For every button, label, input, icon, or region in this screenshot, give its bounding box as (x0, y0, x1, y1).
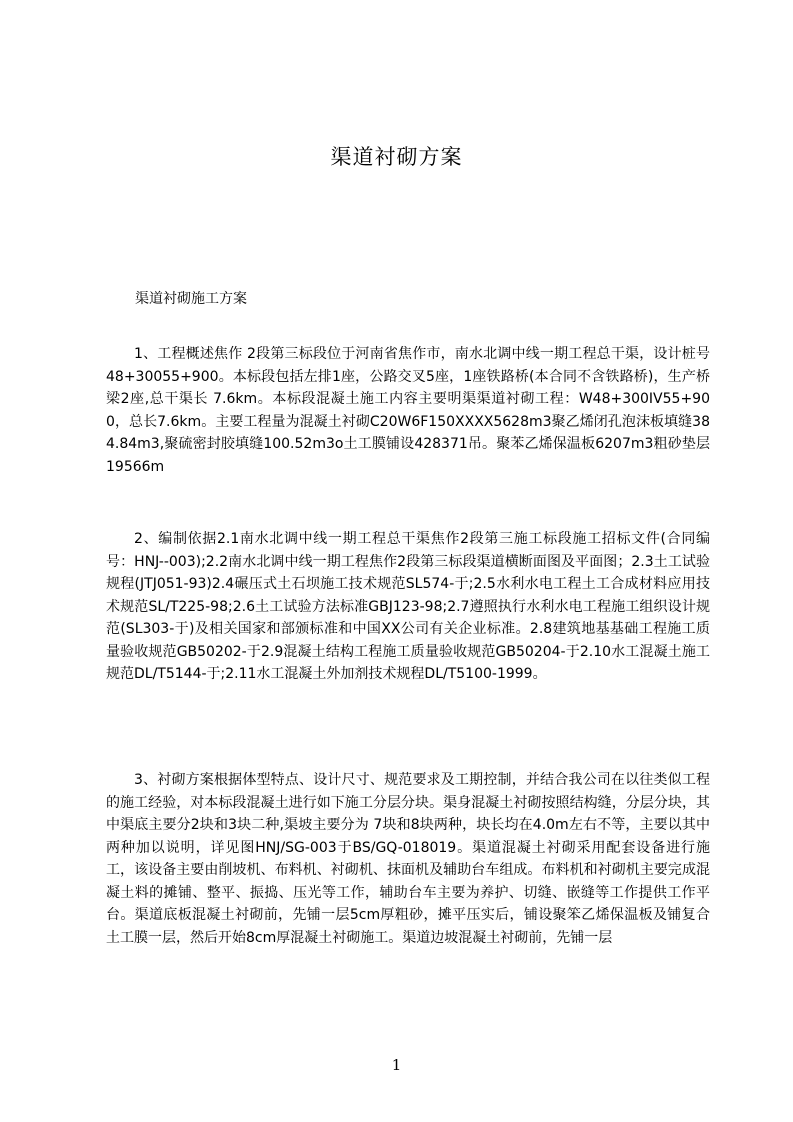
paragraph-project-overview: 1、工程概述焦作 2段第三标段位于河南省焦作市，南水北调中线一期工程总干渠，设计桩号 48+30055+900。本标段包括左排1座，公路交叉5座，1座铁路桥(本合同不含铁路桥)，生产桥梁2座,总干渠长 7.6km。本标段混凝土施工内容主要明渠渠道衬砌工程：W48+300IV55+900，总长7.6km。主要工程量为混凝土衬砌C20W6F150XXXX5628m3聚乙烯闭孔泡沫板填缝384.84m3,聚硫密封胶填缝100.52m3o土工膜铺设428371吊。聚苯乙烯保温板6207m3粗砂垫层19566m (106, 346, 710, 475)
page-number: 1 (391, 1056, 402, 1074)
paragraph-compilation-basis: 2、编制依据2.1南水北调中线一期工程总干渠焦作2段第三施工标段施工招标文件(合同编号：HNJ--003);2.2南水北调中线一期工程焦作2段第三标段渠道横断面图及平面图；2.3土工试验规程(JTJ051-93)2.4碾压式土石坝施工技术规范SL574-于;2.5水利水电工程土工合成材料应用技术规范SL/T225-98;2.6土工试验方法标准GBJ123-98;2.7遵照执行水利水电工程施工组织设计规范(SL303-于)及相关国家和部颁标准和中国XX公司有关企业标准。2.8建筑地基基础工程施工质量验收规范GB50202-于2.9混凝土结构工程施工质量验收规范GB50204-于2.10水工混凝土施工规范DL/T5144-于;2.11水工混凝土外加剂技术规程DL/T5100-1999。 (106, 531, 710, 682)
paragraph-lining-plan: 3、衬砌方案根据体型特点、设计尺寸、规范要求及工期控制，并结合我公司在以往类似工程的施工经验，对本标段混凝土进行如下施工分层分块。渠身混凝土衬砌按照结构缝，分层分块，其中渠底主要分2块和3块二种,渠坡主要分为 7块和8块两种，块长均在4.0m左右不等，主要以其中两种加以说明，详见图HNJ/SG-003于BS/GQ-018019。渠道混凝土衬砌采用配套设备进行施工，该设备主要由削坡机、布料机、衬砌机、抹面机及辅助台车组成。布料机和衬砌机主要完成混凝土料的摊铺、整平、振捣、压光等工作，辅助台车主要为养护、切缝、嵌缝等工作提供工作平台。渠道底板混凝土衬砌前，先铺一层5cm厚粗砂，摊平压实后，铺设聚笨乙烯保温板及铺复合土工膜一层，然后开始8cm厚混凝土衬砌施工。渠道边坡混凝土衬砌前，先铺一层 (106, 772, 710, 946)
document-title: 渠道衬砌方案 (330, 145, 463, 169)
section-subtitle: 渠道衬砌施工方案 (135, 291, 247, 307)
